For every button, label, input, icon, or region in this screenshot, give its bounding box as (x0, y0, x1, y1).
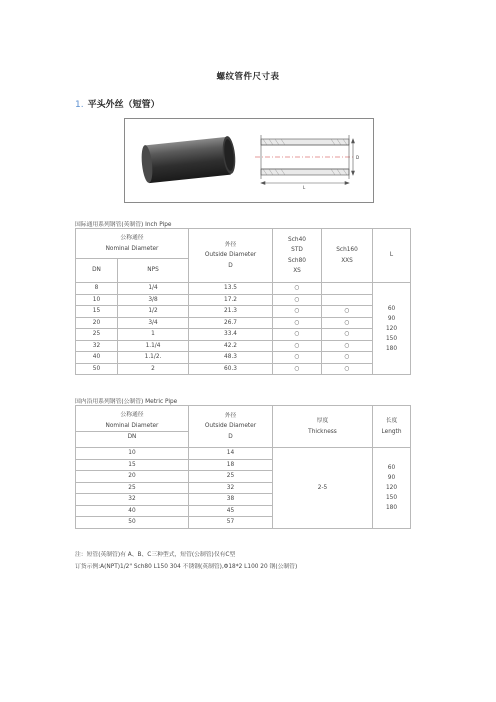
od-header-d: D (228, 433, 233, 440)
xxs-cell: ○ (322, 317, 373, 329)
nps-cell: 2 (118, 363, 189, 375)
nps-cell: 3/4 (118, 317, 189, 329)
dn-cell: 40 (76, 505, 189, 517)
pipe-drawing (255, 135, 355, 185)
xxs-cell: ○ (322, 363, 373, 375)
od-cell: 45 (189, 505, 273, 517)
std-xs-cell: ○ (273, 352, 322, 364)
od-cell: 17.2 (189, 294, 273, 306)
std-xs-cell: ○ (273, 283, 322, 295)
length-values: 60 90 120 150 180 (373, 283, 411, 375)
table-row (76, 363, 411, 375)
dn-cell: 10 (76, 294, 118, 306)
pipe-illustration (125, 119, 373, 202)
dn-cell: 15 (76, 306, 118, 318)
length-header-en: Length (381, 428, 402, 435)
dn-header: DN (76, 259, 118, 283)
std-xs-cell: ○ (273, 294, 322, 306)
nominal-header-cn: 公称通径 (120, 235, 144, 241)
dn-cell: 25 (76, 329, 118, 341)
od-cell: 13.5 (189, 283, 273, 295)
dn-cell: 32 (76, 340, 118, 352)
table-row (76, 340, 411, 352)
table-row (76, 306, 411, 318)
xxs-cell: ○ (322, 306, 373, 318)
dn-cell: 40 (76, 352, 118, 364)
std-xs-cell: ○ (273, 317, 322, 329)
table-row (76, 283, 411, 295)
dn-cell: 50 (76, 363, 118, 375)
od-cell: 57 (189, 517, 273, 529)
outside-diameter-header (189, 229, 273, 283)
nominal-header (76, 406, 189, 448)
sch80-label: Sch80 (288, 257, 306, 264)
dn-cell: 20 (76, 471, 189, 483)
sch160-label: Sch160 (336, 247, 358, 253)
length-header-cn: 长度 (385, 418, 398, 424)
od-cell: 25 (189, 471, 273, 483)
length-header: L (373, 229, 411, 283)
dn-cell: 8 (76, 283, 118, 295)
dn-cell: 32 (76, 494, 189, 506)
dn-cell: 10 (76, 448, 189, 460)
table-row (76, 329, 411, 341)
product-figure (124, 118, 374, 203)
section-title: 平头外丝（短管） (87, 100, 160, 110)
outside-diameter-header (189, 406, 273, 448)
std-xs-cell: ○ (273, 363, 322, 375)
xxs-label: XXS (341, 257, 353, 264)
nps-cell: 1.1/2. (118, 352, 189, 364)
table-row (76, 448, 411, 460)
dn-cell: 15 (76, 459, 189, 471)
nps-cell: 3/8 (118, 294, 189, 306)
od-header-cn: 外径 (224, 241, 237, 248)
length-header (373, 406, 411, 448)
sch40-label: Sch40 (288, 236, 306, 243)
table-row (76, 317, 411, 329)
nominal-header-en: Nominal Diameter (105, 422, 159, 429)
od-header-cn: 外径 (224, 412, 237, 419)
nps-cell: 1.1/4 (118, 340, 189, 352)
section-heading (75, 97, 160, 110)
od-cell: 42.2 (189, 340, 273, 352)
od-cell: 38 (189, 494, 273, 506)
od-cell: 18 (189, 459, 273, 471)
xxs-cell: ○ (322, 329, 373, 341)
nps-header: NPS (118, 259, 189, 283)
std-xs-cell: ○ (273, 306, 322, 318)
od-cell: 48.3 (189, 352, 273, 364)
std-xs-cell: ○ (273, 329, 322, 341)
metric-table-caption: 国内沿用系列钢管(公制管) Metric Pipe (75, 399, 178, 405)
xs-label: XS (293, 268, 301, 274)
std-label: STD (291, 247, 303, 253)
nps-cell: 1 (118, 329, 189, 341)
dn-header: DN (76, 431, 188, 443)
od-header-en: Outside Diameter (204, 423, 257, 430)
od-header-d: D (228, 262, 233, 269)
xxs-cell: ○ (322, 352, 373, 364)
od-cell: 26.7 (189, 317, 273, 329)
note-types: 注：短管(英制管)有 A、B、C三种型式，短管(公制管)仅有C型 (75, 552, 236, 558)
od-header-en: Outside Diameter (204, 252, 257, 259)
dn-cell: 20 (76, 317, 118, 329)
dn-cell: 50 (76, 517, 189, 529)
table-row (76, 352, 411, 364)
metric-pipe-table (75, 405, 411, 529)
xxs-cell: ○ (322, 340, 373, 352)
od-cell: 21.3 (189, 306, 273, 318)
thickness-header (273, 406, 373, 448)
nominal-header (76, 229, 189, 259)
pipe-photo (140, 135, 237, 183)
dn-cell: 25 (76, 482, 189, 494)
xxs-cell (322, 294, 373, 306)
inch-pipe-table (75, 228, 411, 375)
nominal-header-cn: 公称通径 (120, 412, 144, 419)
length-values: 60 90 120 150 180 (373, 448, 411, 529)
nps-cell: 1/4 (118, 283, 189, 295)
diameter-label: D (356, 155, 360, 160)
inch-table-caption: 国际通用系列钢管(英制管) Inch Pipe (75, 222, 172, 228)
note-order-example: 订货示例:A(NPT)1/2" Sch80 L150 304 不锈钢(英制管),Φ18*2 L100 20 钢(公制管) (75, 564, 298, 570)
od-cell: 14 (189, 448, 273, 460)
od-cell: 60.3 (189, 363, 273, 375)
std-xs-cell: ○ (273, 340, 322, 352)
nps-cell: 1/2 (118, 306, 189, 318)
section-number: 1. (75, 100, 84, 110)
od-cell: 33.4 (189, 329, 273, 341)
od-cell: 32 (189, 482, 273, 494)
thickness-header-en: Thickness (308, 428, 337, 435)
sch40-header (273, 229, 322, 283)
page-title: 螺纹管件尺寸表 (216, 72, 280, 82)
thickness-header-cn: 厚度 (316, 418, 329, 424)
table-row (76, 294, 411, 306)
length-label: L (303, 185, 306, 190)
sch160-header (322, 229, 373, 283)
xxs-cell (322, 283, 373, 295)
thickness-value: 2-5 (273, 448, 373, 529)
nominal-header-en: Nominal Diameter (105, 245, 159, 252)
